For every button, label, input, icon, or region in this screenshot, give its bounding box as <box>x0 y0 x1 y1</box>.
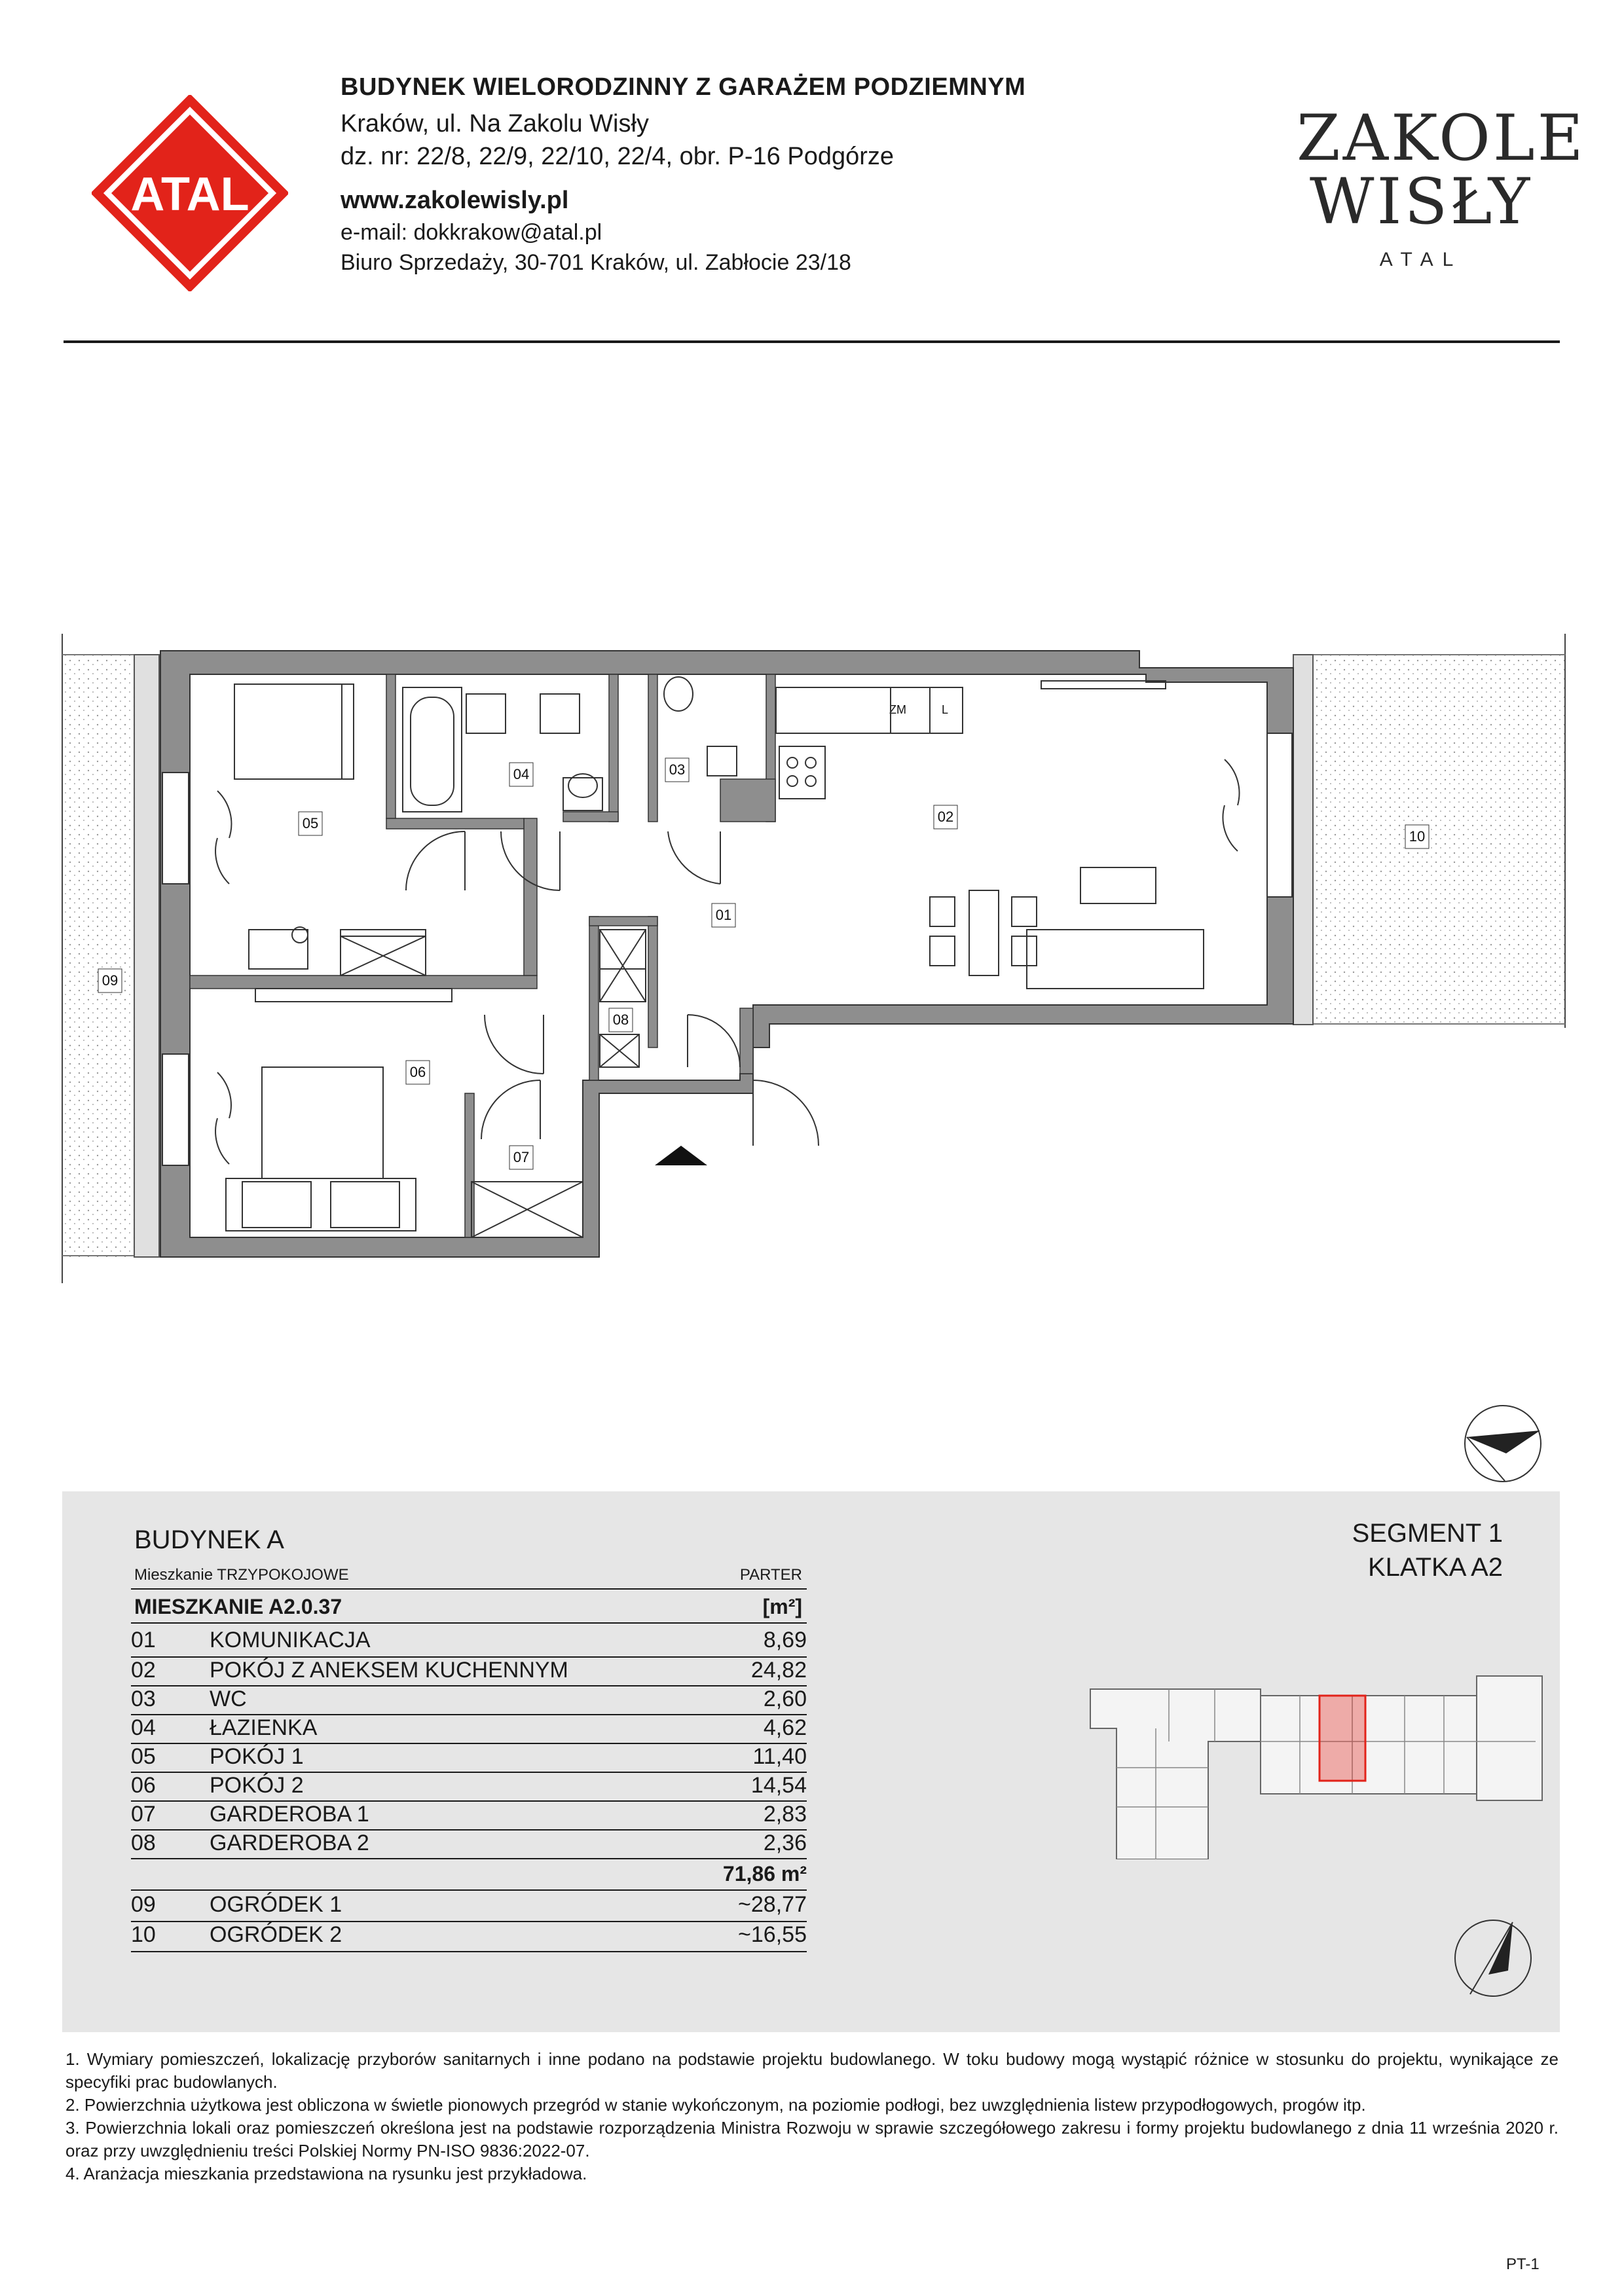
room-label-06: 06 <box>409 1063 426 1080</box>
washer-label: L <box>941 703 949 716</box>
table-row: 08 GARDEROBA 2 2,36 <box>131 1831 807 1855</box>
page-code: PT-1 <box>1506 2255 1540 2273</box>
footnotes <box>65 2048 1559 2185</box>
table-row: 05 POKÓJ 1 11,40 <box>131 1744 807 1769</box>
table-row: 06 POKÓJ 2 14,54 <box>131 1773 807 1798</box>
apartment-type: Mieszkanie TRZYPOKOJOWE <box>134 1566 349 1584</box>
north-arrow-icon <box>1460 1401 1545 1486</box>
garden-10-area <box>1313 655 1568 1025</box>
table-rule <box>131 1588 807 1590</box>
footnote: 4. Aranżacja mieszkania przedstawiona na rysunku jest przykładowa. <box>65 2164 587 2183</box>
table-row: 02 POKÓJ Z ANEKSEM KUCHENNYM 24,82 <box>131 1658 807 1683</box>
room-label-01: 01 <box>715 906 732 923</box>
building-key-plan <box>1077 1663 1549 1859</box>
table-row: 01 KOMUNIKACJA 8,69 <box>131 1628 807 1652</box>
email-link[interactable]: e-mail: dokkrakow@atal.pl <box>341 220 602 245</box>
building-name: BUDYNEK A <box>134 1525 284 1554</box>
fridge-label: ZM <box>889 703 906 716</box>
sales-office-address: Biuro Sprzedaży, 30-701 Kraków, ul. Zabłocie 23/18 <box>341 250 851 275</box>
atal-logo-text: ATAL <box>130 168 249 221</box>
room-label-05: 05 <box>302 814 319 831</box>
room-label-08: 08 <box>612 1011 629 1028</box>
apartment-highlight <box>1320 1696 1365 1781</box>
brand-name-line1: ZAKOLE <box>1297 101 1586 175</box>
footnote: 3. Powierzchnia lokali oraz pomieszczeń określona jest na podstawie rozporządzenia Ministra Rozwoju w sprawie szczegółowego zakresu i formy projektu budowlanego z dnia 11 września 2020 r. oraz przy uwzględnieniu treści Polskiej Normy PN-ISO 9836:2022-07. <box>65 2118 1559 2160</box>
building-title: BUDYNEK WIELORODZINNY Z GARAŻEM PODZIEMNYM <box>341 73 1026 101</box>
table-row: 09 OGRÓDEK 1 ~28,77 <box>131 1892 807 1917</box>
brand-subtitle: ATAL <box>1379 249 1463 270</box>
plot-numbers: dz. nr: 22/8, 22/9, 22/10, 22/4, obr. P-16 Podgórze <box>341 143 895 170</box>
floor-level: PARTER <box>739 1566 802 1584</box>
room-label-10: 10 <box>1409 828 1426 845</box>
header-divider <box>64 340 1560 343</box>
room-label-02: 02 <box>937 808 954 825</box>
room-label-07: 07 <box>513 1148 530 1165</box>
segment-label: SEGMENT 1 <box>1352 1519 1503 1548</box>
area-unit: [m²] <box>762 1595 802 1618</box>
table-rule <box>131 1622 807 1624</box>
staircase-label: KLATKA A2 <box>1367 1553 1503 1582</box>
north-arrow-icon <box>1450 1916 1536 2001</box>
apartment-number: MIESZKANIE A2.0.37 <box>134 1595 342 1618</box>
entrance-arrow <box>655 1146 707 1165</box>
table-row: 04 ŁAZIENKA 4,62 <box>131 1715 807 1740</box>
atal-logo <box>92 95 288 291</box>
room-label-04: 04 <box>513 765 530 782</box>
floor-plan <box>59 622 1572 1296</box>
total-area: 71,86 m² <box>722 1862 807 1886</box>
table-row: 03 WC 2,60 <box>131 1686 807 1711</box>
footnote: 1. Wymiary pomieszczeń, lokalizację przyborów sanitarnych i inne podano na podstawie projektu budowlanego. W toku budowy mogą wystąpić różnice w stosunku do projektu, wynikające ze specyfiki prac budowlanych. <box>65 2049 1559 2092</box>
apartment-info-panel <box>62 1491 1560 2032</box>
footnote: 2. Powierzchnia użytkowa jest obliczona w świetle pionowych przegród w stanie wykończonym, na poziomie podłogi, bez uwzględnienia listew przypodłogowych, progów itp. <box>65 2095 1366 2115</box>
room-label-09: 09 <box>101 972 119 989</box>
building-address: Kraków, ul. Na Zakolu Wisły <box>341 110 649 137</box>
website-link[interactable]: www.zakolewisly.pl <box>341 187 569 214</box>
room-label-03: 03 <box>669 761 686 778</box>
brand-name-line2: WISŁY <box>1309 165 1533 238</box>
table-row: 10 OGRÓDEK 2 ~16,55 <box>131 1922 807 1947</box>
table-row: 07 GARDEROBA 1 2,83 <box>131 1802 807 1827</box>
